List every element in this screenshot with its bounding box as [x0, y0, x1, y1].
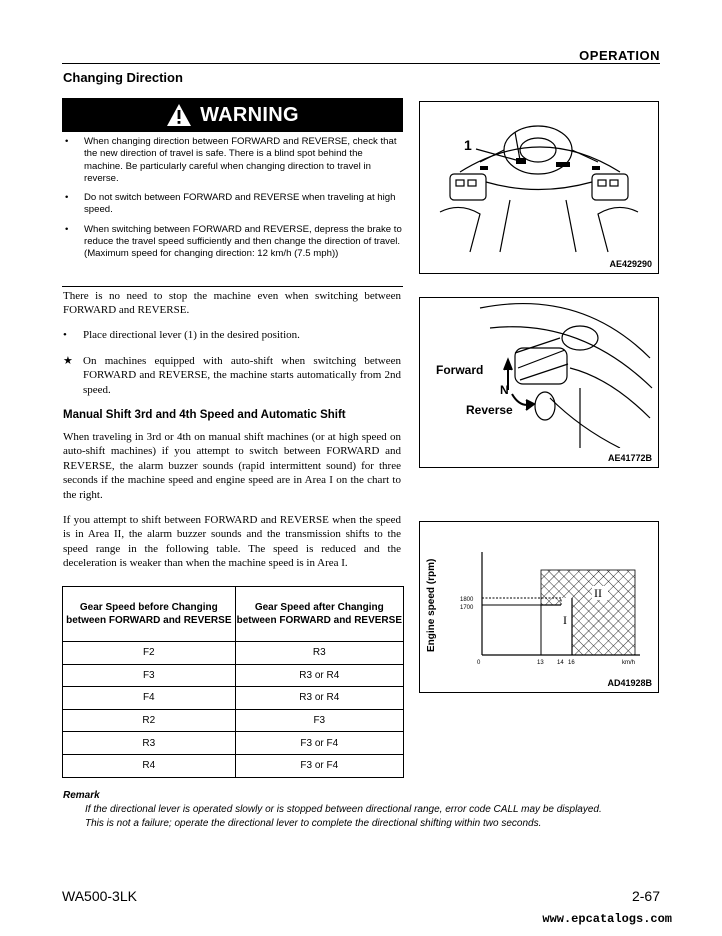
x-tick-label: 13 — [537, 660, 544, 666]
table-row: F3 R3 or R4 — [63, 664, 404, 687]
subsection-heading: Manual Shift 3rd and 4th Speed and Automatic Shift — [63, 409, 346, 421]
figure-speed-chart — [419, 521, 659, 693]
warning-item: • When changing direction between FORWARD and REVERSE, check that the new direction of travel is safe. There is a blind spot behind the machine. Be particularly careful when changing direction to travel in reverse. — [65, 136, 397, 184]
y-axis-label: Engine speed (rpm) — [426, 558, 437, 652]
area-i-region — [541, 598, 572, 655]
label-forward: Forward — [436, 363, 484, 377]
section-label: OPERATION — [579, 48, 660, 63]
callout-1: 1 — [464, 137, 472, 153]
y-tick-label: 1700 — [460, 605, 474, 611]
area-ii-label: II — [594, 586, 602, 600]
warning-triangle-icon — [166, 103, 192, 127]
table-row: F2 R3 — [63, 642, 404, 665]
table-header-after: Gear Speed after Changing between FORWARD and REVERSE — [235, 587, 403, 642]
label-reverse: Reverse — [466, 403, 513, 417]
table-row: F4 R3 or R4 — [63, 687, 404, 710]
intro-paragraph: There is no need to stop the machine even when switching between FORWARD and REVERSE. — [63, 290, 401, 317]
footer-website: www.epcatalogs.com — [542, 912, 672, 926]
remark-line: If the directional lever is operated slowly or is stopped between directional range, error code CALL may be displayed. — [85, 804, 602, 815]
remark-heading: Remark — [63, 790, 100, 801]
label-neutral: N — [500, 383, 509, 397]
warning-list — [62, 136, 403, 268]
x-tick-label: 14 — [557, 660, 564, 666]
paragraph-area-2: If you attempt to shift between FORWARD and REVERSE when the speed is in Area II, the alarm buzzer sounds and the transmission shifts to the speed range in the following table. The speed is reduced and the deceleration is weaker than when the machine speed is in Area I. — [63, 514, 401, 570]
footer-model: WA500-3LK — [62, 888, 137, 904]
x-tick-label: 0 — [477, 660, 481, 666]
y-tick-label: 1800 — [460, 597, 474, 603]
cab-illustration — [420, 102, 658, 254]
figure-code: AE41772B — [607, 453, 652, 463]
warning-bottom-rule — [62, 286, 403, 287]
star-note: ★ On machines equipped with auto-shift when switching between FORWARD and REVERSE, the machine starts automatically from 2nd speed. — [63, 355, 401, 396]
warning-item: • When switching between FORWARD and REVERSE, depress the brake to reduce the travel speed sufficiently and then change the direction of travel. (Maximum speed for changing direction: 12 km/h (7.5 mph)) — [65, 223, 402, 260]
gear-change-table — [62, 586, 404, 778]
area-i-label: I — [563, 613, 567, 627]
warning-banner — [62, 98, 403, 132]
figure-code: AD41928B — [607, 678, 652, 688]
table-row: R2 F3 — [63, 709, 404, 732]
footer-page-number: 2-67 — [631, 888, 660, 904]
remark-line: This is not a failure; operate the directional lever to complete the directional shifting within two seconds. — [85, 818, 542, 829]
bullet-item: • Place directional lever (1) in the desired position. — [63, 329, 300, 341]
lever-illustration — [420, 298, 658, 448]
warning-item: • Do not switch between FORWARD and REVERSE when traveling at high speed. — [65, 192, 396, 216]
table-header-before: Gear Speed before Changing between FORWARD and REVERSE — [63, 587, 236, 642]
table-row: R4 F3 or F4 — [63, 754, 404, 777]
star-icon: ★ — [63, 355, 73, 367]
paragraph-area-1: When traveling in 3rd or 4th on manual shift machines (or at high speed on auto-shift machines) if you attempt to switch between FORWARD and REVERSE, the alarm buzzer sounds (rapid intermittent sound) for three seconds if the machine speed and engine speed are in Area I on the chart to the right. — [63, 431, 401, 501]
speed-area-chart — [420, 522, 658, 674]
x-unit-label: km/h — [622, 660, 636, 666]
figure-lever-positions — [419, 297, 659, 468]
warning-label: WARNING — [200, 103, 299, 126]
area-i-outline-left — [482, 605, 541, 655]
figure-cab-lever — [419, 101, 659, 274]
page-title: Changing Direction — [63, 70, 183, 85]
table-row: R3 F3 or F4 — [63, 732, 404, 755]
x-tick-label: 16 — [568, 660, 575, 666]
figure-code: AE429290 — [609, 259, 652, 269]
header-rule — [62, 63, 660, 64]
remark-text — [85, 803, 602, 831]
